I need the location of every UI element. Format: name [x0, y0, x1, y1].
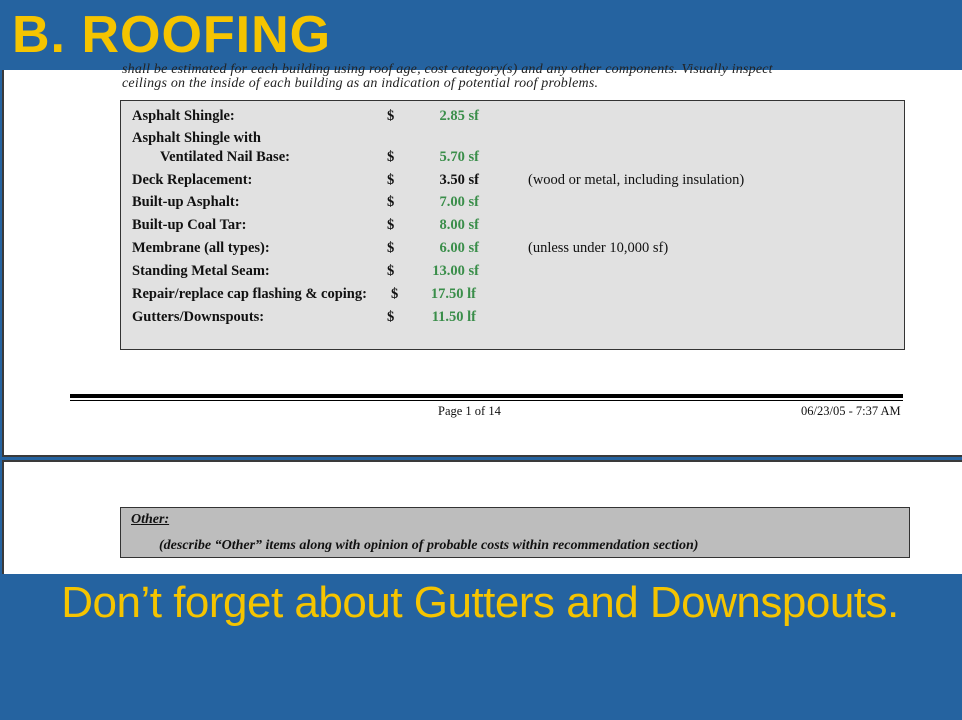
cost-value: 7.00 sf	[439, 194, 479, 210]
cost-value: 17.50 lf	[430, 286, 476, 302]
footer-rule-thick	[70, 394, 903, 398]
intro-text: ceilings on the inside of each building as an indication of potential roof problems.	[122, 76, 599, 91]
dollar-sign: $	[387, 240, 395, 256]
cost-note: (unless under 10,000 sf)	[528, 240, 669, 256]
other-title: Other:	[131, 512, 170, 527]
cost-label: Deck Replacement:	[132, 172, 253, 188]
cost-label: Asphalt Shingle with	[132, 130, 261, 146]
cost-note: (wood or metal, including insulation)	[528, 172, 745, 188]
dollar-sign: $	[387, 194, 395, 210]
dollar-sign: $	[387, 108, 395, 124]
cost-value: 13.00 sf	[432, 263, 479, 279]
cost-value: 3.50 sf	[439, 172, 479, 188]
roofing-cost-table	[120, 100, 905, 350]
dollar-sign: $	[387, 263, 395, 279]
document-page-1	[2, 62, 962, 457]
cost-value: 5.70 sf	[439, 149, 479, 165]
dollar-sign: $	[387, 217, 395, 233]
dollar-sign: $	[387, 172, 395, 188]
slide-title: B. ROOFING	[12, 6, 332, 64]
cost-label: Standing Metal Seam:	[132, 263, 270, 279]
cost-label: Repair/replace cap flashing & coping:	[132, 286, 367, 302]
page-number: Page 1 of 14	[438, 404, 501, 418]
dollar-sign: $	[387, 149, 395, 165]
cost-value: 11.50 lf	[431, 309, 476, 325]
other-description: (describe “Other” items along with opinion of probable costs within recommendation section)	[159, 538, 699, 553]
cost-label: Gutters/Downspouts:	[132, 309, 265, 325]
dollar-sign: $	[387, 309, 395, 325]
cost-label: Asphalt Shingle:	[132, 108, 235, 124]
dollar-sign: $	[391, 286, 399, 302]
print-datestamp: 06/23/05 - 7:37 AM	[801, 404, 901, 418]
slide-caption: Don’t forget about Gutters and Downspouts.	[61, 578, 899, 627]
other-section-box	[120, 507, 910, 558]
cost-label: Built-up Asphalt:	[132, 194, 240, 210]
cutoff-text-line: shall be estimated for each building using roof age, cost category(s) and any other components. Visually inspect	[122, 62, 773, 77]
cost-value: 2.85 sf	[439, 108, 479, 124]
cost-value: 6.00 sf	[439, 240, 479, 256]
cost-value: 8.00 sf	[439, 217, 479, 233]
cost-label: Membrane (all types):	[132, 240, 270, 256]
footer-rule-thin	[70, 400, 903, 401]
document-page-2	[2, 460, 962, 574]
cost-label: Built-up Coal Tar:	[132, 217, 247, 233]
cost-label-line2: Ventilated Nail Base:	[160, 149, 290, 165]
